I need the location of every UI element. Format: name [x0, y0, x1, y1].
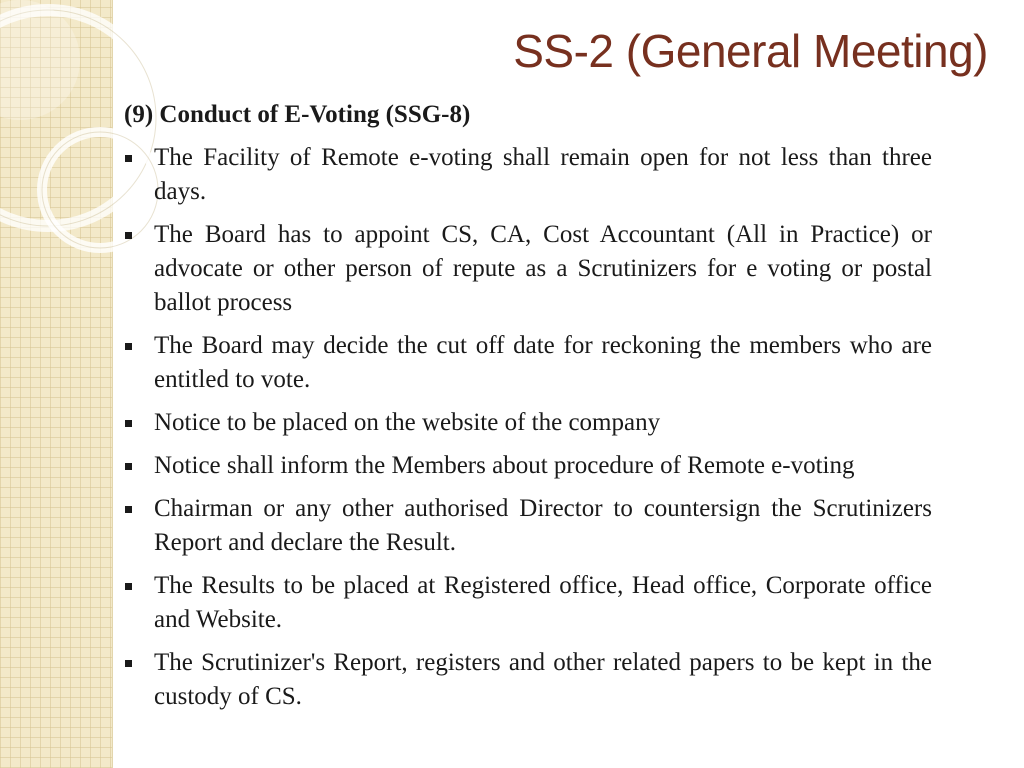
slide-title: SS-2 (General Meeting): [513, 25, 988, 77]
section-heading: (9) Conduct of E-Voting (SSG-8): [124, 101, 471, 128]
square-bullet-icon: [125, 155, 132, 162]
bullet-text: Notice shall inform the Members about procedure of Remote e-voting: [154, 452, 855, 479]
bullet-item: [124, 329, 932, 397]
square-bullet-icon: [125, 463, 132, 470]
bullet-item: [124, 218, 932, 320]
bullet-list: [124, 141, 932, 714]
bullet-text: The Board has to appoint CS, CA, Cost Accountant (All in Practice) or advocate or other person of repute as a Scrutinizers for e voting or postal ballot process: [154, 221, 932, 316]
bullet-item: [124, 449, 932, 483]
bullet-item: [124, 141, 932, 209]
slide-body: [124, 98, 932, 723]
bullet-text: The Board may decide the cut off date for reckoning the members who are entitled to vote.: [154, 332, 932, 393]
bullet-text: The Results to be placed at Registered office, Head office, Corporate office and Website.: [154, 572, 932, 633]
square-bullet-icon: [125, 343, 132, 350]
square-bullet-icon: [125, 583, 132, 590]
bullet-item: [124, 569, 932, 637]
square-bullet-icon: [125, 420, 132, 427]
bullet-text: Chairman or any other authorised Director to countersign the Scrutinizers Report and declare the Result.: [154, 495, 932, 556]
bullet-item: [124, 646, 932, 714]
bullet-item: [124, 406, 932, 440]
bullet-text: The Facility of Remote e-voting shall remain open for not less than three days.: [154, 144, 932, 205]
square-bullet-icon: [125, 660, 132, 667]
square-bullet-icon: [125, 506, 132, 513]
square-bullet-icon: [125, 232, 132, 239]
bullet-text: The Scrutinizer's Report, registers and other related papers to be kept in the custody of CS.: [154, 649, 932, 710]
bullet-text: Notice to be placed on the website of the company: [154, 409, 661, 436]
bullet-item: [124, 492, 932, 560]
